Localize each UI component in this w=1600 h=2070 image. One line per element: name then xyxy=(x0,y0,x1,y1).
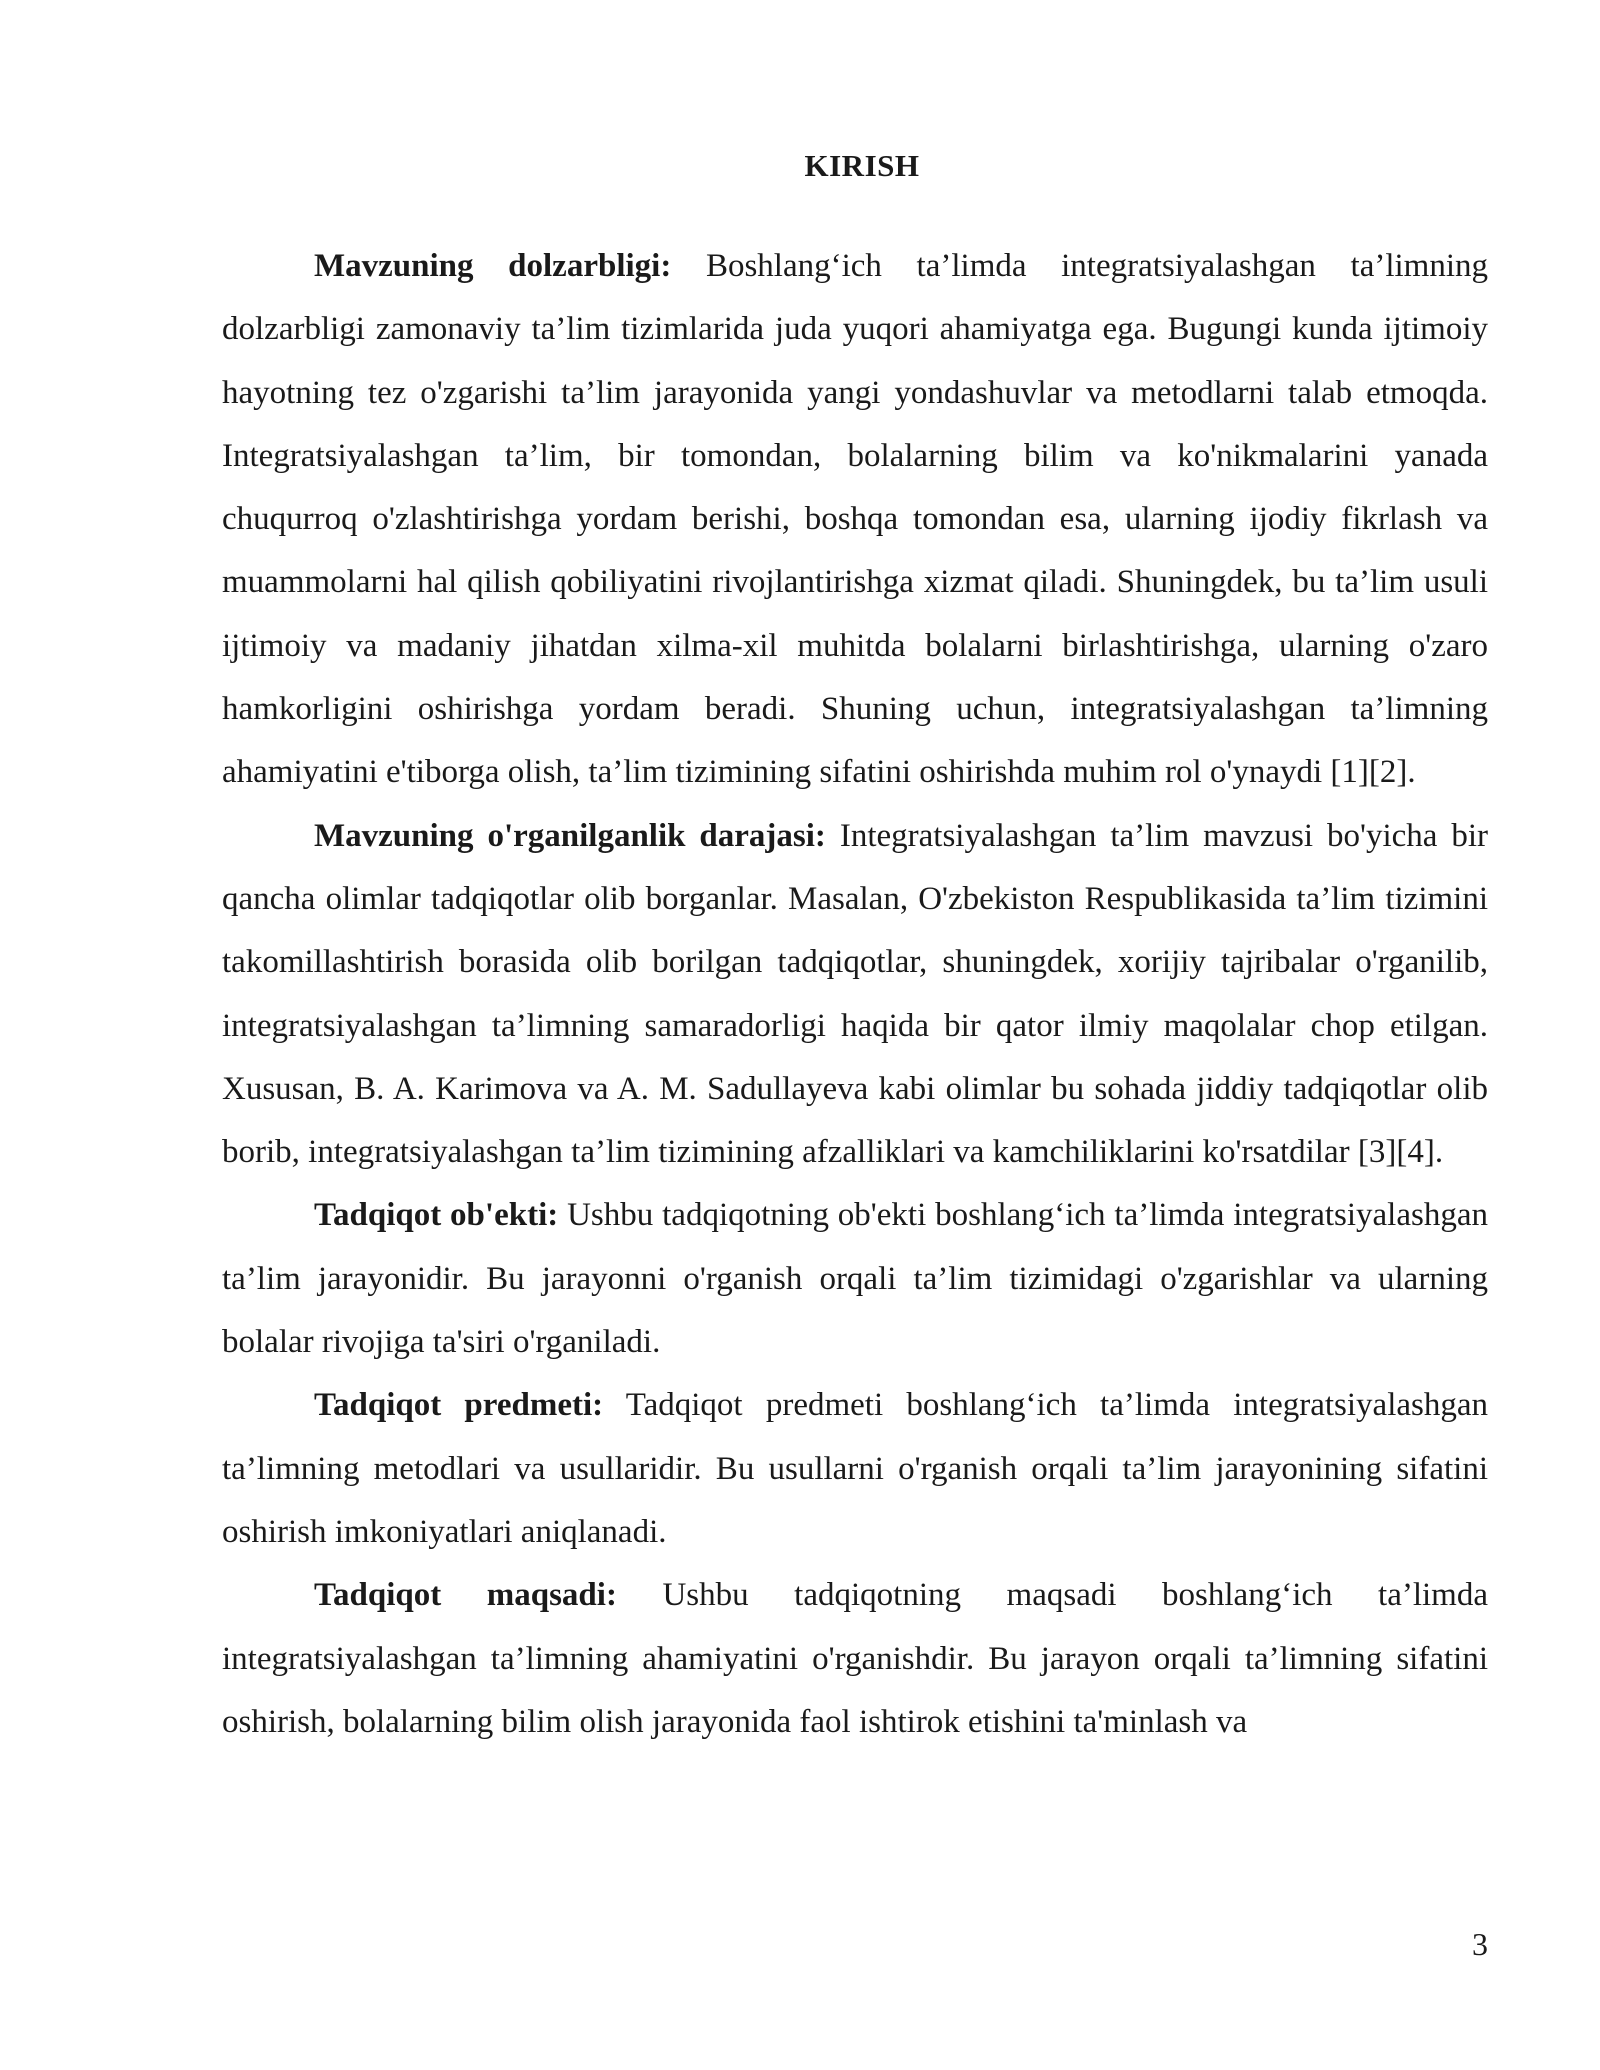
paragraph-lead: Tadqiqot predmeti: xyxy=(314,1387,604,1424)
paragraph-relevance xyxy=(222,235,1488,805)
paragraph-research-goal xyxy=(222,1564,1488,1754)
paragraph-text: Tadqiqot predmeti boshlang‘ich ta’limda integratsiyalashgan ta’limning metodlari va usullaridir. Bu usullarni o'rganish orqali ta’lim jarayonining sifatini oshirish imkoniyatlari aniqlanadi. xyxy=(222,1387,1488,1550)
paragraph-text: Boshlang‘ich ta’limda integratsiyalashgan ta’limning dolzarbligi zamonaviy ta’lim tizimlarida juda yuqori ahamiyatga ega. Bugungi kunda ijtimoiy hayotning tez o'zgarishi ta’lim jarayonida yangi yondashuvlar va metodlarni talab etmoqda. Integratsiyalashgan ta’lim, bir tomondan, bolalarning bilim va ko'nikmalarini yanada chuqurroq o'zlashtirishga yordam berishi, boshqa tomondan esa, ularning ijodiy fikrlash va muammolarni hal qilish qobiliyatini rivojlantirishga xizmat qiladi. Shuningdek, bu ta’lim usuli ijtimoiy va madaniy jihatdan xilma-xil muhitda bolalarni birlashtirishga, ularning o'zaro hamkorligini oshirishga yordam beradi. Shuning uchun, integratsiyalashgan ta’limning ahamiyatini e'tiborga olish, ta’lim tizimining sifatini oshirishda muhim rol o'ynaydi [1][2]. xyxy=(222,248,1489,791)
page-heading: KIRISH xyxy=(804,148,920,183)
paragraph-lead: Mavzuning dolzarbligi: xyxy=(314,248,672,284)
paragraph-research-object xyxy=(222,1184,1488,1374)
paragraph-text: Ushbu tadqiqotning ob'ekti boshlang‘ich ta’limda integratsiyalashgan ta’lim jarayonidir. Bu jarayonni o'rganish orqali ta’lim tizimidagi o'zgarishlar va ularning bolalar rivojiga ta'siri o'rganiladi. xyxy=(222,1197,1488,1361)
page-number: 3 xyxy=(1472,1926,1488,1962)
paragraph-lead: Tadqiqot maqsadi: xyxy=(314,1577,617,1614)
paragraph-text: Integratsiyalashgan ta’lim mavzusi bo'yicha bir qancha olimlar tadqiqotlar olib borganlar. Masalan, O'zbekiston Respublikasida ta’lim tizimini takomillashtirish borasida olib borilgan tadqiqotlar, shuningdek, xorijiy tajribalar o'rganilib, integratsiyalashgan ta’limning samaradorligi haqida bir qator ilmiy maqolalar chop etilgan. Xususan, B. A. Karimova va A. M. Sadullayeva kabi olimlar bu sohada jiddiy tadqiqotlar olib borib, integratsiyalashgan ta’lim tizimining afzalliklari va kamchiliklarini ko'rsatdilar [3][4]. xyxy=(222,817,1488,1171)
paragraph-text: Ushbu tadqiqotning maqsadi boshlang‘ich ta’limda integratsiyalashgan ta’limning ahamiyatini o'rganishdir. Bu jarayon orqali ta’limning sifatini oshirish, bolalarning bilim olish jarayonida faol ishtirok etishini ta'minlash va xyxy=(222,1577,1488,1740)
paragraph-lead: Mavzuning o'rganilganlik darajasi: xyxy=(314,817,826,854)
body-text xyxy=(222,235,1488,1754)
paragraph-lead: Tadqiqot ob'ekti: xyxy=(314,1197,559,1234)
paragraph-research-subject xyxy=(222,1374,1488,1564)
paragraph-study-level xyxy=(222,805,1488,1185)
